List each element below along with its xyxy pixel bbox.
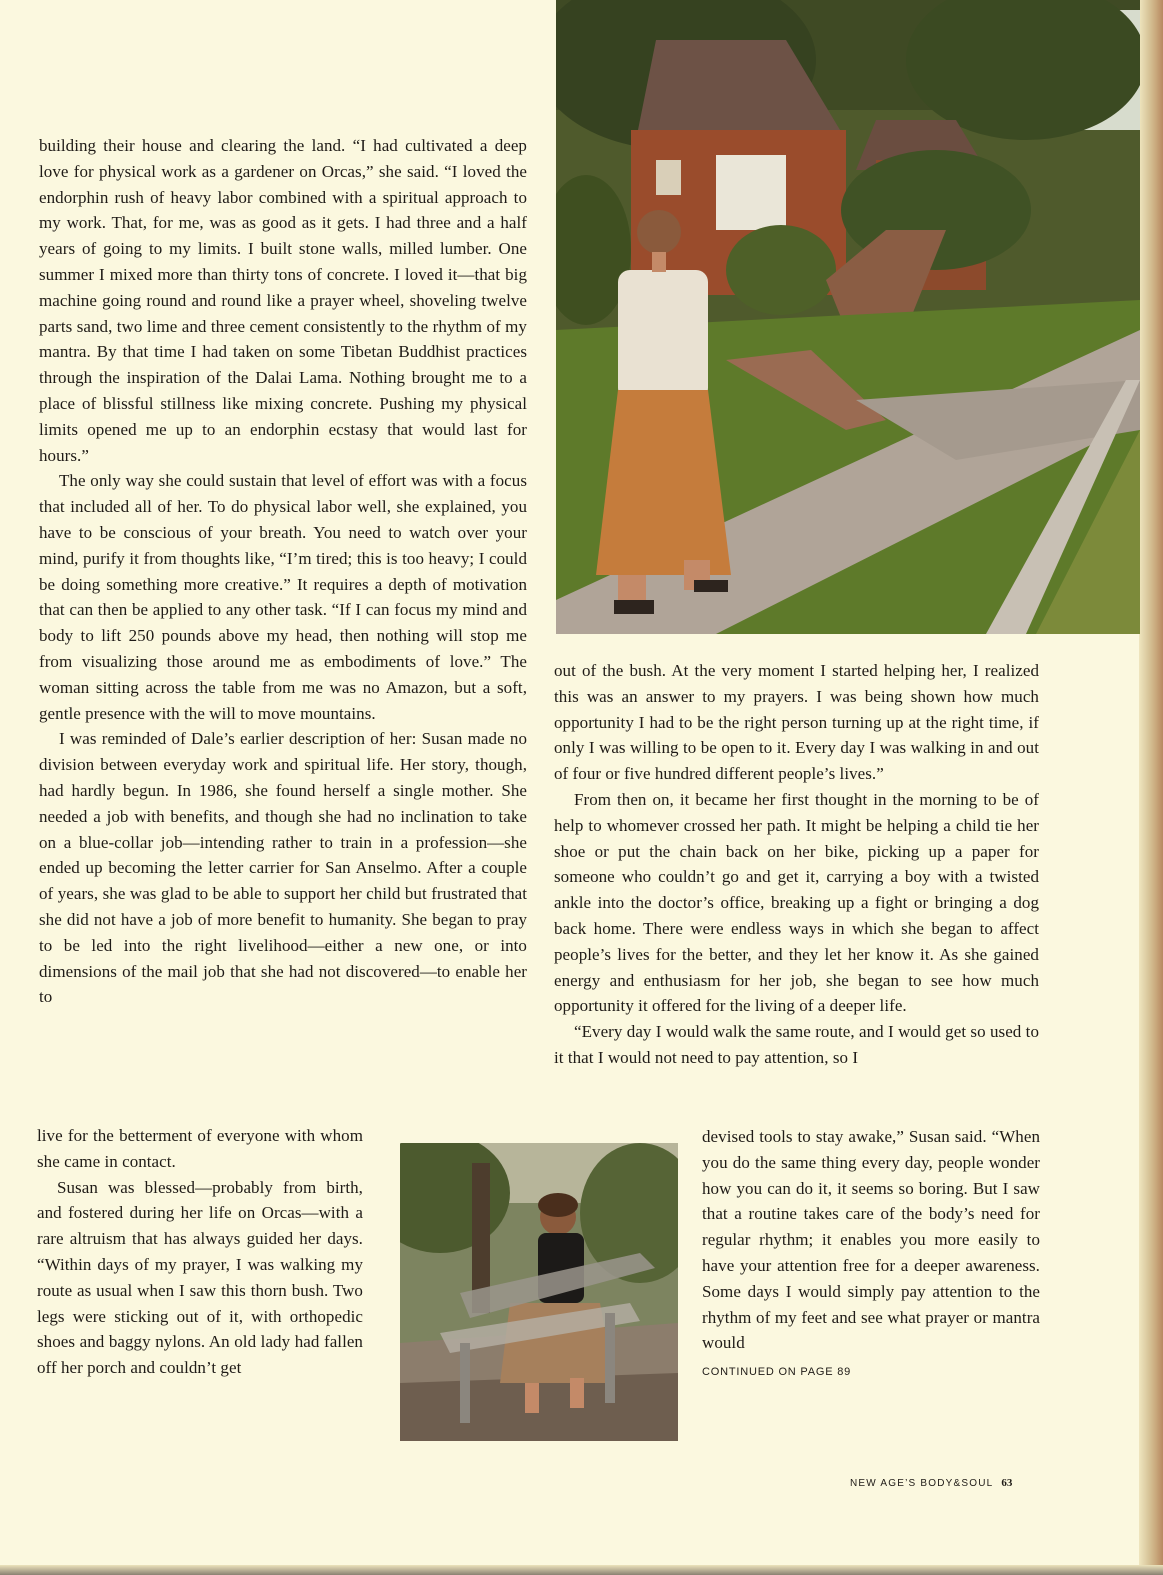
page-bottom-edge <box>0 1565 1163 1575</box>
paragraph: out of the bush. At the very moment I started helping her, I realized this was an answer to my prayers. I was being shown how much opportunity I had to be the right person turning up at the right time, if only I was willing to be open to it. Every day I was walking in and out of four or five hundred different people’s lives.” <box>554 661 1039 784</box>
paragraph: building their house and clearing the land. “I had cultivated a deep love for physical work as a gardener on Orcas,” she said. “I loved the endorphin rush of heavy labor combined with a spiritual approach to my work. That, for me, was as good as it gets. I had three and a half years of going to my limits. I built stone walls, milled lumber. One summer I mixed more than thirty tons of concrete. I loved it—that big machine going round and round like a prayer wheel, shoveling twelve parts sand, two lime and three cement consistently to the rhythm of my mantra. By that time I had taken on some Tibetan Buddhist practices through the inspiration of the Dalai Lama. Nothing brought me to a place of blissful stillness like mixing concrete. Pushing my physical limits opened me up to an endorphin ecstasy that would last for hours.” <box>39 136 527 465</box>
paragraph: The only way she could sustain that level of effort was with a focus that included all of her. To do physical labor well, she explained, you have to be conscious of your breath. You need to watch over your mind, purify it from thoughts like, “I’m tired; this is too heavy; I could be doing something more creative.” It requires a depth of motivation that can then be applied to any other task. “If I can focus my mind and body to lift 250 pounds above my head, then nothing will stop me from visualizing those around me as embodiments of love.” The woman sitting across the table from me was no Amazon, but a soft, gentle presence with the will to move mountains. <box>39 471 527 723</box>
continued-on-page-link: CONTINUED ON PAGE 89 <box>702 1366 852 1379</box>
publication-name: NEW AGE’S BODY&SOUL <box>850 1478 994 1489</box>
woman-sitting-on-bench-photo <box>400 1143 678 1441</box>
paragraph: devised tools to stay awake,” Susan said. “When you do the same thing every day, people wonder how you can do it, it seems so boring. But I saw that a routine takes care of the body’s need for regular rhythm; it enables you more easily to have your attention free for a deeper awareness. Some days I would simply pay attention to the rhythm of my feet and see what prayer or mantra would <box>702 1127 1040 1353</box>
paragraph: Susan was blessed—probably from birth, and fostered during her life on Orcas—with a rare altruism that has always guided her days. “Within days of my prayer, I was walking my route as usual when I saw this thorn bush. Two legs were sticking out of it, with orthopedic shoes and baggy nylons. An old lady had fallen off her porch and couldn’t get <box>37 1177 363 1378</box>
paragraph: I was reminded of Dale’s earlier description of her: Susan made no division between everyday work and spiritual life. Her story, though, had hardly begun. In 1986, she found herself a single mother. She needed a job with benefits, and though she had no inclination to take on a blue-collar job—intending rather to train in a profession—she ended up becoming the letter carrier for San Anselmo. After a couple of years, she was glad to be able to support her child but frustrated that she did not have a job of more benefit to humanity. She began to pray to be led into the right livelihood—either a new one, or into dimensions of the mail job that she had not discovered—to enable her to <box>39 729 527 1007</box>
article-column-left <box>39 133 527 1010</box>
article-column-left-continued <box>37 1123 363 1381</box>
woman-walking-on-sidewalk-photo <box>556 0 1140 634</box>
paragraph: live for the betterment of everyone with whom she came in contact. <box>37 1126 363 1171</box>
article-column-right-continued <box>702 1124 1040 1386</box>
article-column-right <box>554 658 1039 1071</box>
page-footer <box>850 1477 1012 1489</box>
paragraph: “Every day I would walk the same route, and I would get so used to it that I would not need to pay attention, so I <box>554 1022 1039 1067</box>
page-edge <box>1139 0 1163 1575</box>
page-number: 63 <box>1001 1477 1013 1489</box>
paragraph: From then on, it became her first thought in the morning to be of help to whomever crossed her path. It might be helping a child tie her shoe or put the chain back on her bike, picking up a paper for someone who couldn’t go and get it, carrying a boy with a twisted ankle into the doctor’s office, breaking up a fight or bringing a dog back home. There were endless ways in which she began to affect people’s lives for the better, and they let her know it. As she gained energy and enthusiasm for her job, she began to see how much opportunity it offered for the living of a deeper life. <box>554 789 1039 1016</box>
